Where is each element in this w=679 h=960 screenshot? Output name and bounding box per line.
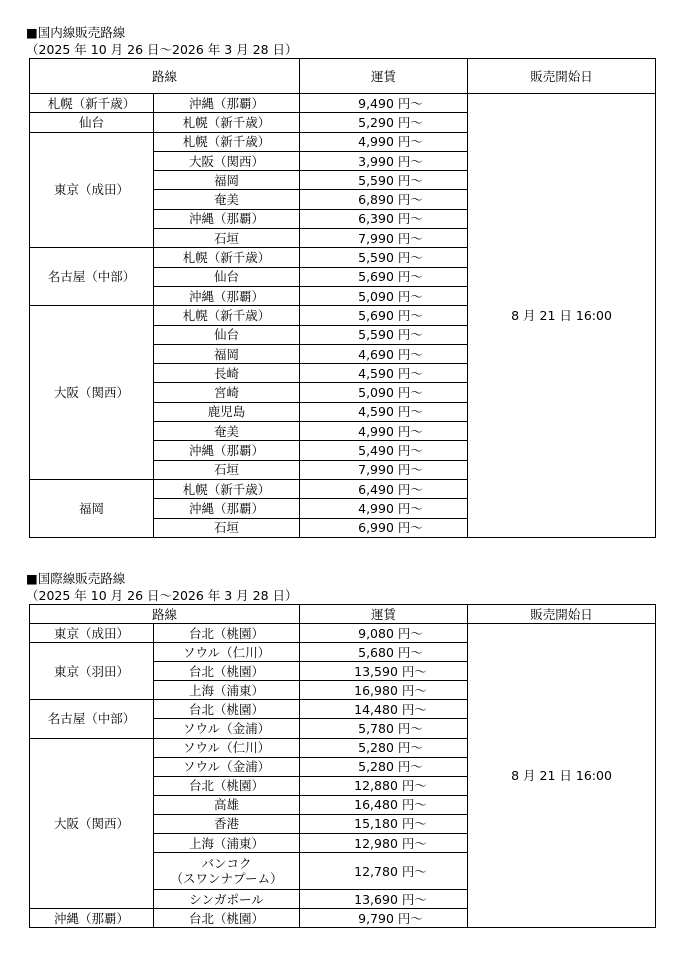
fare-cell: 13,590 円～ bbox=[300, 662, 468, 681]
sale-start-cell: 8 月 21 日 16:00 bbox=[468, 94, 656, 538]
destination-cell: 札幌（新千歳） bbox=[154, 113, 300, 132]
domestic-table-body bbox=[30, 94, 656, 538]
fare-cell: 16,980 円～ bbox=[300, 681, 468, 700]
origin-cell: 沖縄（那覇） bbox=[30, 909, 154, 928]
destination-cell: 奄美 bbox=[154, 190, 300, 209]
fare-cell: 5,290 円～ bbox=[300, 113, 468, 132]
domestic-title: ■国内線販売路線 bbox=[26, 25, 126, 40]
fare-cell: 9,790 円～ bbox=[300, 909, 468, 928]
destination-cell: 仙台 bbox=[154, 267, 300, 286]
origin-cell: 名古屋（中部） bbox=[30, 248, 154, 306]
destination-cell: 札幌（新千歳） bbox=[154, 479, 300, 498]
fare-cell: 3,990 円～ bbox=[300, 151, 468, 170]
destination-cell: 沖縄（那覇） bbox=[154, 209, 300, 228]
international-period: （2025 年 10 月 26 日～2026 年 3 月 28 日） bbox=[26, 588, 298, 603]
destination-cell: ソウル（金浦） bbox=[154, 719, 300, 738]
sale-start-cell: 8 月 21 日 16:00 bbox=[468, 624, 656, 928]
international-section bbox=[26, 571, 655, 928]
fare-cell: 12,980 円～ bbox=[300, 834, 468, 853]
international-title: ■国際線販売路線 bbox=[26, 571, 126, 586]
domestic-route-table bbox=[29, 58, 656, 538]
origin-cell: 大阪（関西） bbox=[30, 306, 154, 480]
fare-cell: 6,890 円～ bbox=[300, 190, 468, 209]
domestic-section bbox=[26, 25, 655, 538]
table-row bbox=[30, 94, 656, 113]
origin-cell: 名古屋（中部） bbox=[30, 700, 154, 738]
fare-cell: 9,080 円～ bbox=[300, 624, 468, 643]
destination-cell: 石垣 bbox=[154, 518, 300, 537]
destination-cell: 長崎 bbox=[154, 364, 300, 383]
fare-cell: 14,480 円～ bbox=[300, 700, 468, 719]
fare-cell: 16,480 円～ bbox=[300, 795, 468, 814]
origin-cell: 札幌（新千歳） bbox=[30, 94, 154, 113]
origin-cell: 東京（羽田） bbox=[30, 643, 154, 700]
destination-cell: 上海（浦東） bbox=[154, 834, 300, 853]
destination-cell: 台北（桃園） bbox=[154, 624, 300, 643]
destination-cell: 鹿児島 bbox=[154, 402, 300, 421]
fare-cell: 5,590 円～ bbox=[300, 171, 468, 190]
destination-cell: 福岡 bbox=[154, 171, 300, 190]
fare-cell: 5,280 円～ bbox=[300, 738, 468, 757]
fare-cell: 7,990 円～ bbox=[300, 460, 468, 479]
destination-cell: 石垣 bbox=[154, 460, 300, 479]
origin-cell: 東京（成田） bbox=[30, 132, 154, 248]
fare-cell: 5,690 円～ bbox=[300, 306, 468, 325]
fare-cell: 12,780 円～ bbox=[300, 853, 468, 890]
destination-cell: ソウル（仁川） bbox=[154, 643, 300, 662]
destination-line: （スワンナプーム） bbox=[170, 871, 283, 887]
fare-header: 運賃 bbox=[300, 605, 468, 624]
origin-cell: 大阪（関西） bbox=[30, 738, 154, 909]
destination-line: バンコク bbox=[201, 856, 252, 872]
destination-cell: 上海（浦東） bbox=[154, 681, 300, 700]
fare-cell: 5,690 円～ bbox=[300, 267, 468, 286]
fare-cell: 5,680 円～ bbox=[300, 643, 468, 662]
fare-cell: 9,490 円～ bbox=[300, 94, 468, 113]
destination-cell: 沖縄（那覇） bbox=[154, 94, 300, 113]
sale-start-header: 販売開始日 bbox=[468, 605, 656, 624]
fare-cell: 4,590 円～ bbox=[300, 364, 468, 383]
fare-cell: 5,280 円～ bbox=[300, 757, 468, 776]
destination-cell bbox=[154, 853, 300, 890]
international-route-table bbox=[29, 604, 656, 928]
destination-cell: 大阪（関西） bbox=[154, 151, 300, 170]
destination-cell: 沖縄（那覇） bbox=[154, 441, 300, 460]
destination-cell: 香港 bbox=[154, 814, 300, 833]
destination-cell: 石垣 bbox=[154, 229, 300, 248]
destination-cell: 台北（桃園） bbox=[154, 700, 300, 719]
fare-cell: 5,090 円～ bbox=[300, 383, 468, 402]
destination-cell: ソウル（金浦） bbox=[154, 757, 300, 776]
fare-cell: 15,180 円～ bbox=[300, 814, 468, 833]
fare-cell: 7,990 円～ bbox=[300, 229, 468, 248]
destination-cell: 奄美 bbox=[154, 422, 300, 441]
destination-cell: 札幌（新千歳） bbox=[154, 248, 300, 267]
destination-cell: ソウル（仁川） bbox=[154, 738, 300, 757]
sale-start-header: 販売開始日 bbox=[468, 59, 656, 94]
fare-cell: 4,990 円～ bbox=[300, 132, 468, 151]
fare-cell: 5,490 円～ bbox=[300, 441, 468, 460]
route-header: 路線 bbox=[30, 59, 300, 94]
fare-cell: 12,880 円～ bbox=[300, 776, 468, 795]
destination-cell: 仙台 bbox=[154, 325, 300, 344]
origin-cell: 福岡 bbox=[30, 479, 154, 537]
table-header-row bbox=[30, 59, 656, 94]
fare-cell: 4,990 円～ bbox=[300, 422, 468, 441]
route-header: 路線 bbox=[30, 605, 300, 624]
fare-cell: 4,590 円～ bbox=[300, 402, 468, 421]
fare-cell: 5,590 円～ bbox=[300, 248, 468, 267]
fare-cell: 5,590 円～ bbox=[300, 325, 468, 344]
destination-cell: 札幌（新千歳） bbox=[154, 132, 300, 151]
origin-cell: 仙台 bbox=[30, 113, 154, 132]
origin-cell: 東京（成田） bbox=[30, 624, 154, 643]
fare-cell: 6,490 円～ bbox=[300, 479, 468, 498]
fare-cell: 6,990 円～ bbox=[300, 518, 468, 537]
fare-cell: 4,990 円～ bbox=[300, 499, 468, 518]
fare-cell: 6,390 円～ bbox=[300, 209, 468, 228]
destination-cell: 高雄 bbox=[154, 795, 300, 814]
destination-cell: 宮崎 bbox=[154, 383, 300, 402]
destination-cell: 沖縄（那覇） bbox=[154, 286, 300, 305]
table-header-row bbox=[30, 605, 656, 624]
fare-cell: 5,780 円～ bbox=[300, 719, 468, 738]
fare-cell: 5,090 円～ bbox=[300, 286, 468, 305]
destination-cell: 福岡 bbox=[154, 344, 300, 363]
destination-cell: シンガポール bbox=[154, 890, 300, 909]
destination-cell: 台北（桃園） bbox=[154, 776, 300, 795]
destination-cell: 札幌（新千歳） bbox=[154, 306, 300, 325]
table-row bbox=[30, 624, 656, 643]
domestic-period: （2025 年 10 月 26 日～2026 年 3 月 28 日） bbox=[26, 42, 298, 57]
fare-cell: 13,690 円～ bbox=[300, 890, 468, 909]
fare-header: 運賃 bbox=[300, 59, 468, 94]
destination-cell: 沖縄（那覇） bbox=[154, 499, 300, 518]
fare-cell: 4,690 円～ bbox=[300, 344, 468, 363]
destination-cell: 台北（桃園） bbox=[154, 909, 300, 928]
destination-cell: 台北（桃園） bbox=[154, 662, 300, 681]
international-table-body bbox=[30, 624, 656, 928]
